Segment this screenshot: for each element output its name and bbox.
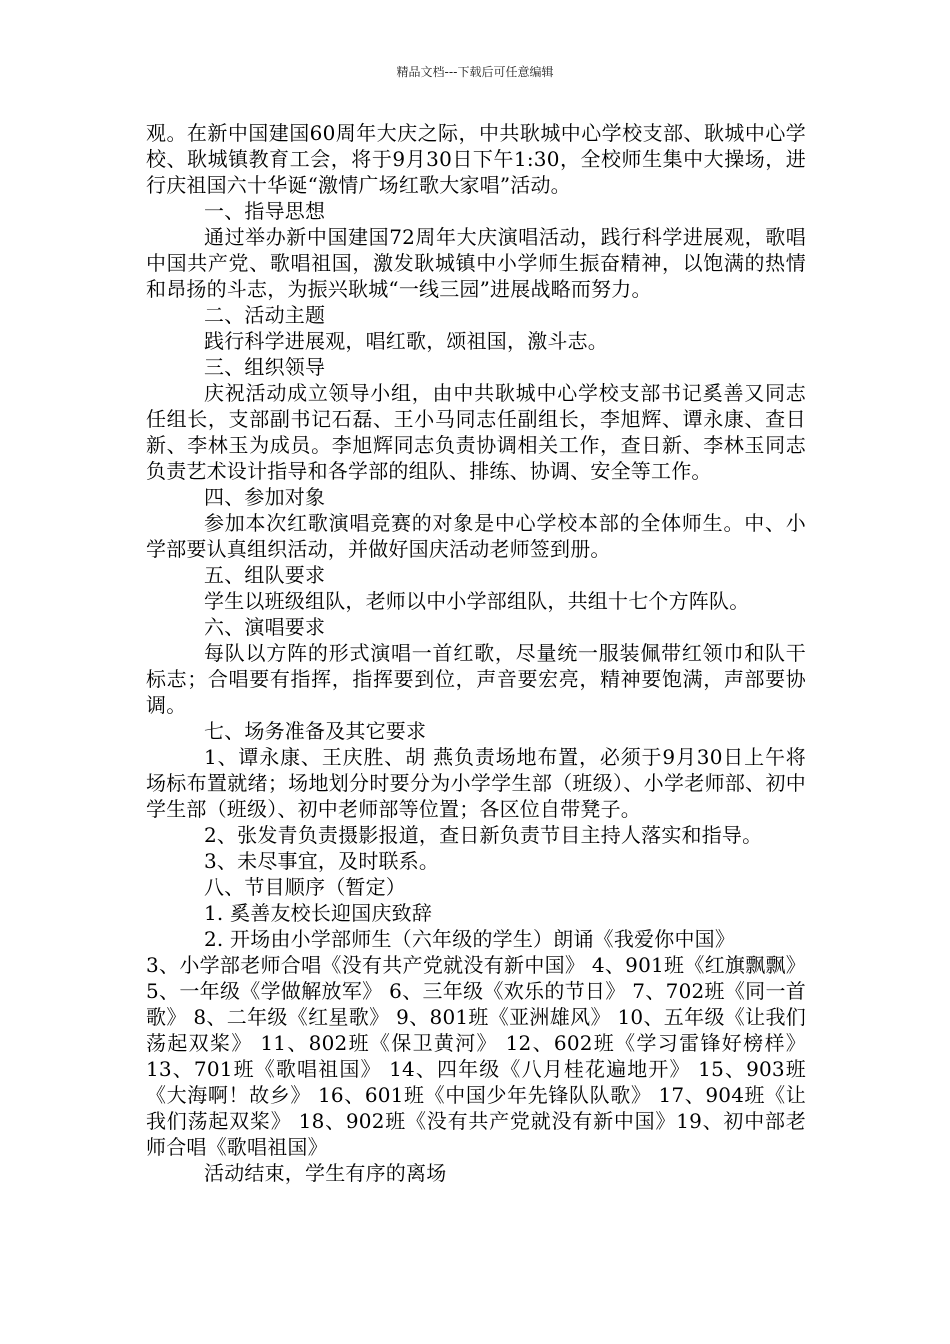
document-body — [146, 120, 806, 1186]
paragraph-team-requirements: 学生以班级组队，老师以中小学部组队，共组十七个方阵队。 — [204, 589, 750, 613]
page-header: 精品文档---下载后可任意编辑 — [396, 65, 554, 79]
section-heading-team-requirements: 五、组队要求 — [204, 563, 326, 587]
program-list: 3、小学部老师合唱《没有共产党就没有新中国》 4、901班《红旗飘飘》 5、一年级《学做解放军》 6、三年级《欢乐的节日》 7、702班《同一首歌》 8、二年级《红星歌》 9、801班《亚洲雄风》 10、五年级《让我们荡起双桨》 11、802班《保卫黄河》 12、602班《学习雷锋好榜样》 13、701班《歌唱祖国》 14、四年级《八月桂花遍地开》 15、903班《大海啊！故乡》 16、601班《中国少年先锋队队歌》 17、904班《让我们荡起双桨》 18、902班《没有共产党就没有新中国》19、初中部老师合唱《歌唱祖国》 — [146, 953, 806, 1159]
program-item-1: 1. 奚善友校长迎国庆致辞 — [204, 901, 433, 925]
paragraph-venue-item-1: 1、谭永康、王庆胜、胡 燕负责场地布置，必须于9月30日上午将场标布置就绪；场地划分时要分为小学学生部（班级）、小学老师部、初中学生部（班级）、初中老师部等位置；各区位自带凳子。 — [146, 745, 806, 821]
section-heading-theme: 二、活动主题 — [204, 303, 326, 327]
section-heading-program-order: 八、节目顺序（暂定） — [204, 875, 406, 899]
paragraph-leadership: 庆祝活动成立领导小组，由中共耿城中心学校支部书记奚善又同志任组长，支部副书记石磊、王小马同志任副组长，李旭辉、谭永康、查日新、李林玉为成员。李旭辉同志负责协调相关工作，查日新、李林玉同志负责艺术设计指导和各学部的组队、排练、协调、安全等工作。 — [146, 381, 806, 483]
section-heading-participants: 四、参加对象 — [204, 485, 326, 509]
paragraph-singing-requirements: 每队以方阵的形式演唱一首红歌，尽量统一服装佩带红领巾和队干标志；合唱要有指挥，指挥要到位，声音要宏亮，精神要饱满，声部要协调。 — [146, 641, 806, 717]
paragraph-guiding-idea: 通过举办新中国建国72周年大庆演唱活动，践行科学进展观，歌唱中国共产党、歌唱祖国，激发耿城镇中小学师生振奋精神，以饱满的热情和昂扬的斗志，为振兴耿城“一线三园”进展战略而努力。 — [146, 225, 806, 301]
section-heading-venue-preparation: 七、场务准备及其它要求 — [204, 719, 427, 743]
section-heading-singing-requirements: 六、演唱要求 — [204, 615, 326, 639]
section-heading-leadership: 三、组织领导 — [204, 355, 326, 379]
paragraph-closing: 活动结束，学生有序的离场 — [204, 1161, 447, 1185]
paragraph-intro: 观。在新中国建国60周年大庆之际，中共耿城中心学校支部、耿城中心学校、耿城镇教育工会，将于9月30日下午1:30，全校师生集中大操场，进行庆祖国六十华诞“激情广场红歌大家唱”活动。 — [146, 121, 806, 197]
section-heading-guiding-idea: 一、指导思想 — [204, 199, 326, 223]
paragraph-venue-item-2: 2、张发青负责摄影报道，查日新负责节目主持人落实和指导。 — [204, 823, 763, 847]
paragraph-participants: 参加本次红歌演唱竞赛的对象是中心学校本部的全体师生。中、小学部要认真组织活动，并做好国庆活动老师签到册。 — [146, 511, 806, 561]
paragraph-theme: 践行科学进展观，唱红歌，颂祖国，激斗志。 — [204, 329, 608, 353]
program-item-2: 2. 开场由小学部师生（六年级的学生）朗诵《我爱你中国》 — [204, 927, 736, 951]
paragraph-venue-item-3: 3、未尽事宜，及时联系。 — [204, 849, 440, 873]
